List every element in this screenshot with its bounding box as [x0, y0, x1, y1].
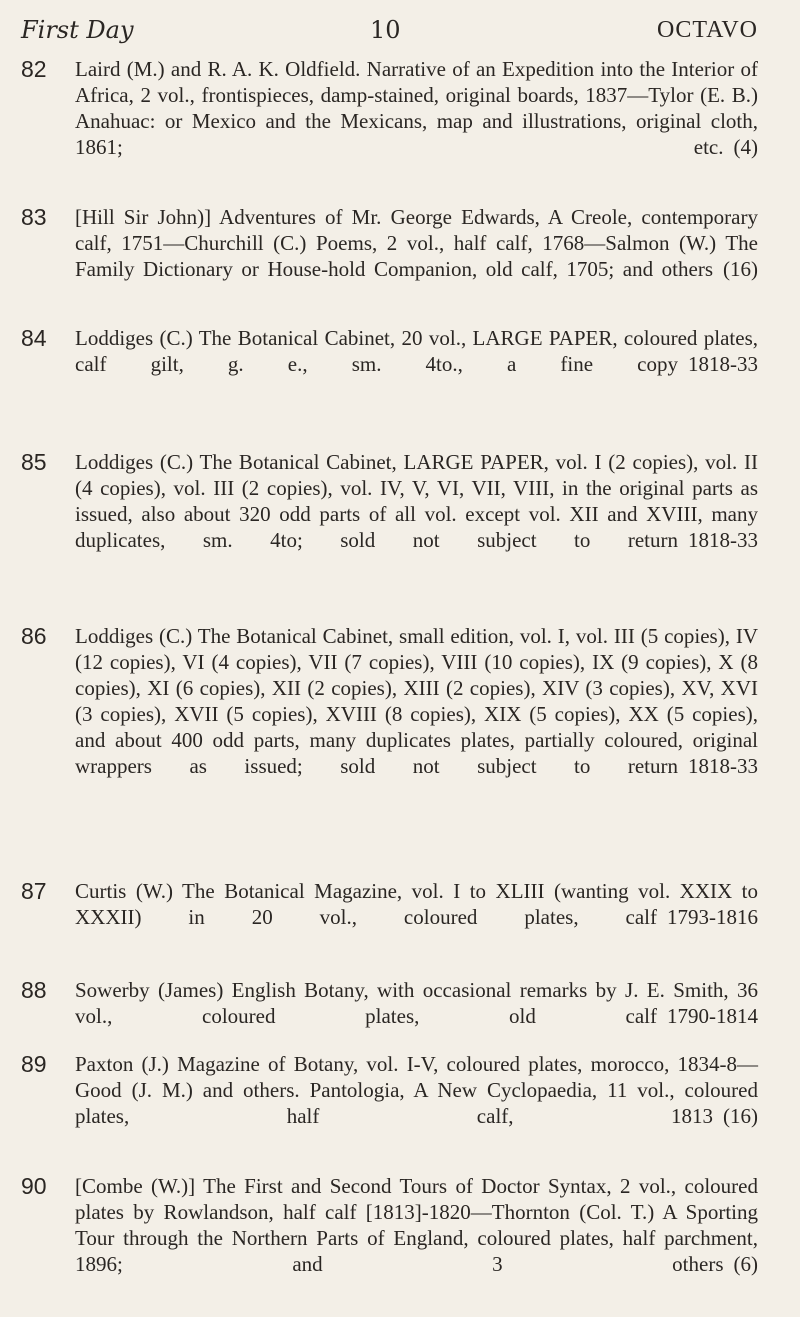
lot-description — [75, 977, 758, 1029]
lot-description — [75, 204, 758, 282]
lot-dates: 1818-33 — [688, 528, 758, 552]
lot-entry — [21, 325, 758, 377]
lot-entry — [21, 1173, 758, 1277]
lot-dates: 1818-33 — [688, 754, 758, 778]
format-label: OCTAVO — [657, 17, 758, 43]
lot-text: [Combe (W.)] The First and Second Tours of Doctor Syntax, 2 vol., coloured plates by Rowlandson, half calf [1813]-1820—Thornton (Col. T.) A Sporting Tour through the Northern Parts of England, coloured plates, half parchment, 1896; and 3 others — [75, 1174, 758, 1276]
lot-entry — [21, 1051, 758, 1129]
lot-description — [75, 449, 758, 553]
lot-description — [75, 878, 758, 930]
lot-description — [75, 1051, 758, 1129]
lot-dates: 1818-33 — [688, 352, 758, 376]
lot-quantity: (4) — [733, 135, 758, 159]
lot-description — [75, 623, 758, 779]
lot-text: Paxton (J.) Magazine of Botany, vol. I-V, coloured plates, morocco, 1834-8—Good (J. M.) and others. Pantologia, A New Cyclopaedia, 11 vol., coloured plates, half calf, 1813 — [75, 1052, 758, 1128]
lot-number: 87 — [21, 878, 47, 904]
lot-number: 86 — [21, 623, 47, 649]
lot-quantity: (16) — [723, 257, 758, 281]
sale-day: First Day — [21, 16, 134, 44]
lot-text: [Hill Sir John)] Adventures of Mr. George Edwards, A Creole, contemporary calf, 1751—Churchill (C.) Poems, 2 vol., half calf, 1768—Salmon (W.) The Family Dictionary or House-hold Companion, old calf, 1705; and others — [75, 205, 758, 281]
lot-description — [75, 1173, 758, 1277]
lot-description — [75, 56, 758, 160]
lot-text: Loddiges (C.) The Botanical Cabinet, 20 vol., LARGE PAPER, coloured plates, calf gilt, g. e., sm. 4to., a fine copy — [75, 326, 758, 376]
lot-entry — [21, 977, 758, 1029]
lot-quantity: (6) — [733, 1252, 758, 1276]
lot-number: 88 — [21, 977, 47, 1003]
lot-description — [75, 325, 758, 377]
lot-number: 83 — [21, 204, 47, 230]
lot-number: 90 — [21, 1173, 47, 1199]
lot-entry — [21, 56, 758, 160]
lot-entry — [21, 878, 758, 930]
lot-text: Laird (M.) and R. A. K. Oldfield. Narrative of an Expedition into the Interior of Africa, 2 vol., frontispieces, damp-stained, original boards, 1837—Tylor (E. B.) Anahuac: or Mexico and the Mexicans, map and illustrations, original cloth, 1861; etc. — [75, 57, 758, 159]
lot-number: 89 — [21, 1051, 47, 1077]
lot-quantity: (16) — [723, 1104, 758, 1128]
lot-text: Curtis (W.) The Botanical Magazine, vol. I to XLIII (wanting vol. XXIX to XXXII) in 20 vol., coloured plates, calf — [75, 879, 758, 929]
lot-number: 82 — [21, 56, 47, 82]
lot-entry — [21, 449, 758, 553]
lot-dates: 1790-1814 — [667, 1004, 758, 1028]
lot-entry — [21, 623, 758, 779]
lot-number: 84 — [21, 325, 47, 351]
lot-number: 85 — [21, 449, 47, 475]
lot-text: Loddiges (C.) The Botanical Cabinet, small edition, vol. I, vol. III (5 copies), IV (12 copies), VI (4 copies), VII (7 copies), VIII (10 copies), IX (9 copies), X (8 copies), XI (6 copies), XII (2 copies), XIII (2 copies), XIV (3 copies), XV, XVI (3 copies), XVII (5 copies), XVIII (8 copies), XIX (5 copies), XX (5 copies), and about 400 odd parts, many duplicates plates, partially coloured, original wrappers as issued; sold not subject to return — [75, 624, 758, 778]
lot-entry — [21, 204, 758, 282]
lot-text: Sowerby (James) English Botany, with occasional remarks by J. E. Smith, 36 vol., coloured plates, old calf — [75, 978, 758, 1028]
page-number: 10 — [370, 16, 401, 44]
lot-dates: 1793-1816 — [667, 905, 758, 929]
page-header — [21, 14, 758, 46]
lot-text: Loddiges (C.) The Botanical Cabinet, LARGE PAPER, vol. I (2 copies), vol. II (4 copies), vol. III (2 copies), vol. IV, V, VI, VII, VIII, in the original parts as issued, also about 320 odd parts of all vol. except vol. XII and XVIII, many duplicates, sm. 4to; sold not subject to return — [75, 450, 758, 552]
